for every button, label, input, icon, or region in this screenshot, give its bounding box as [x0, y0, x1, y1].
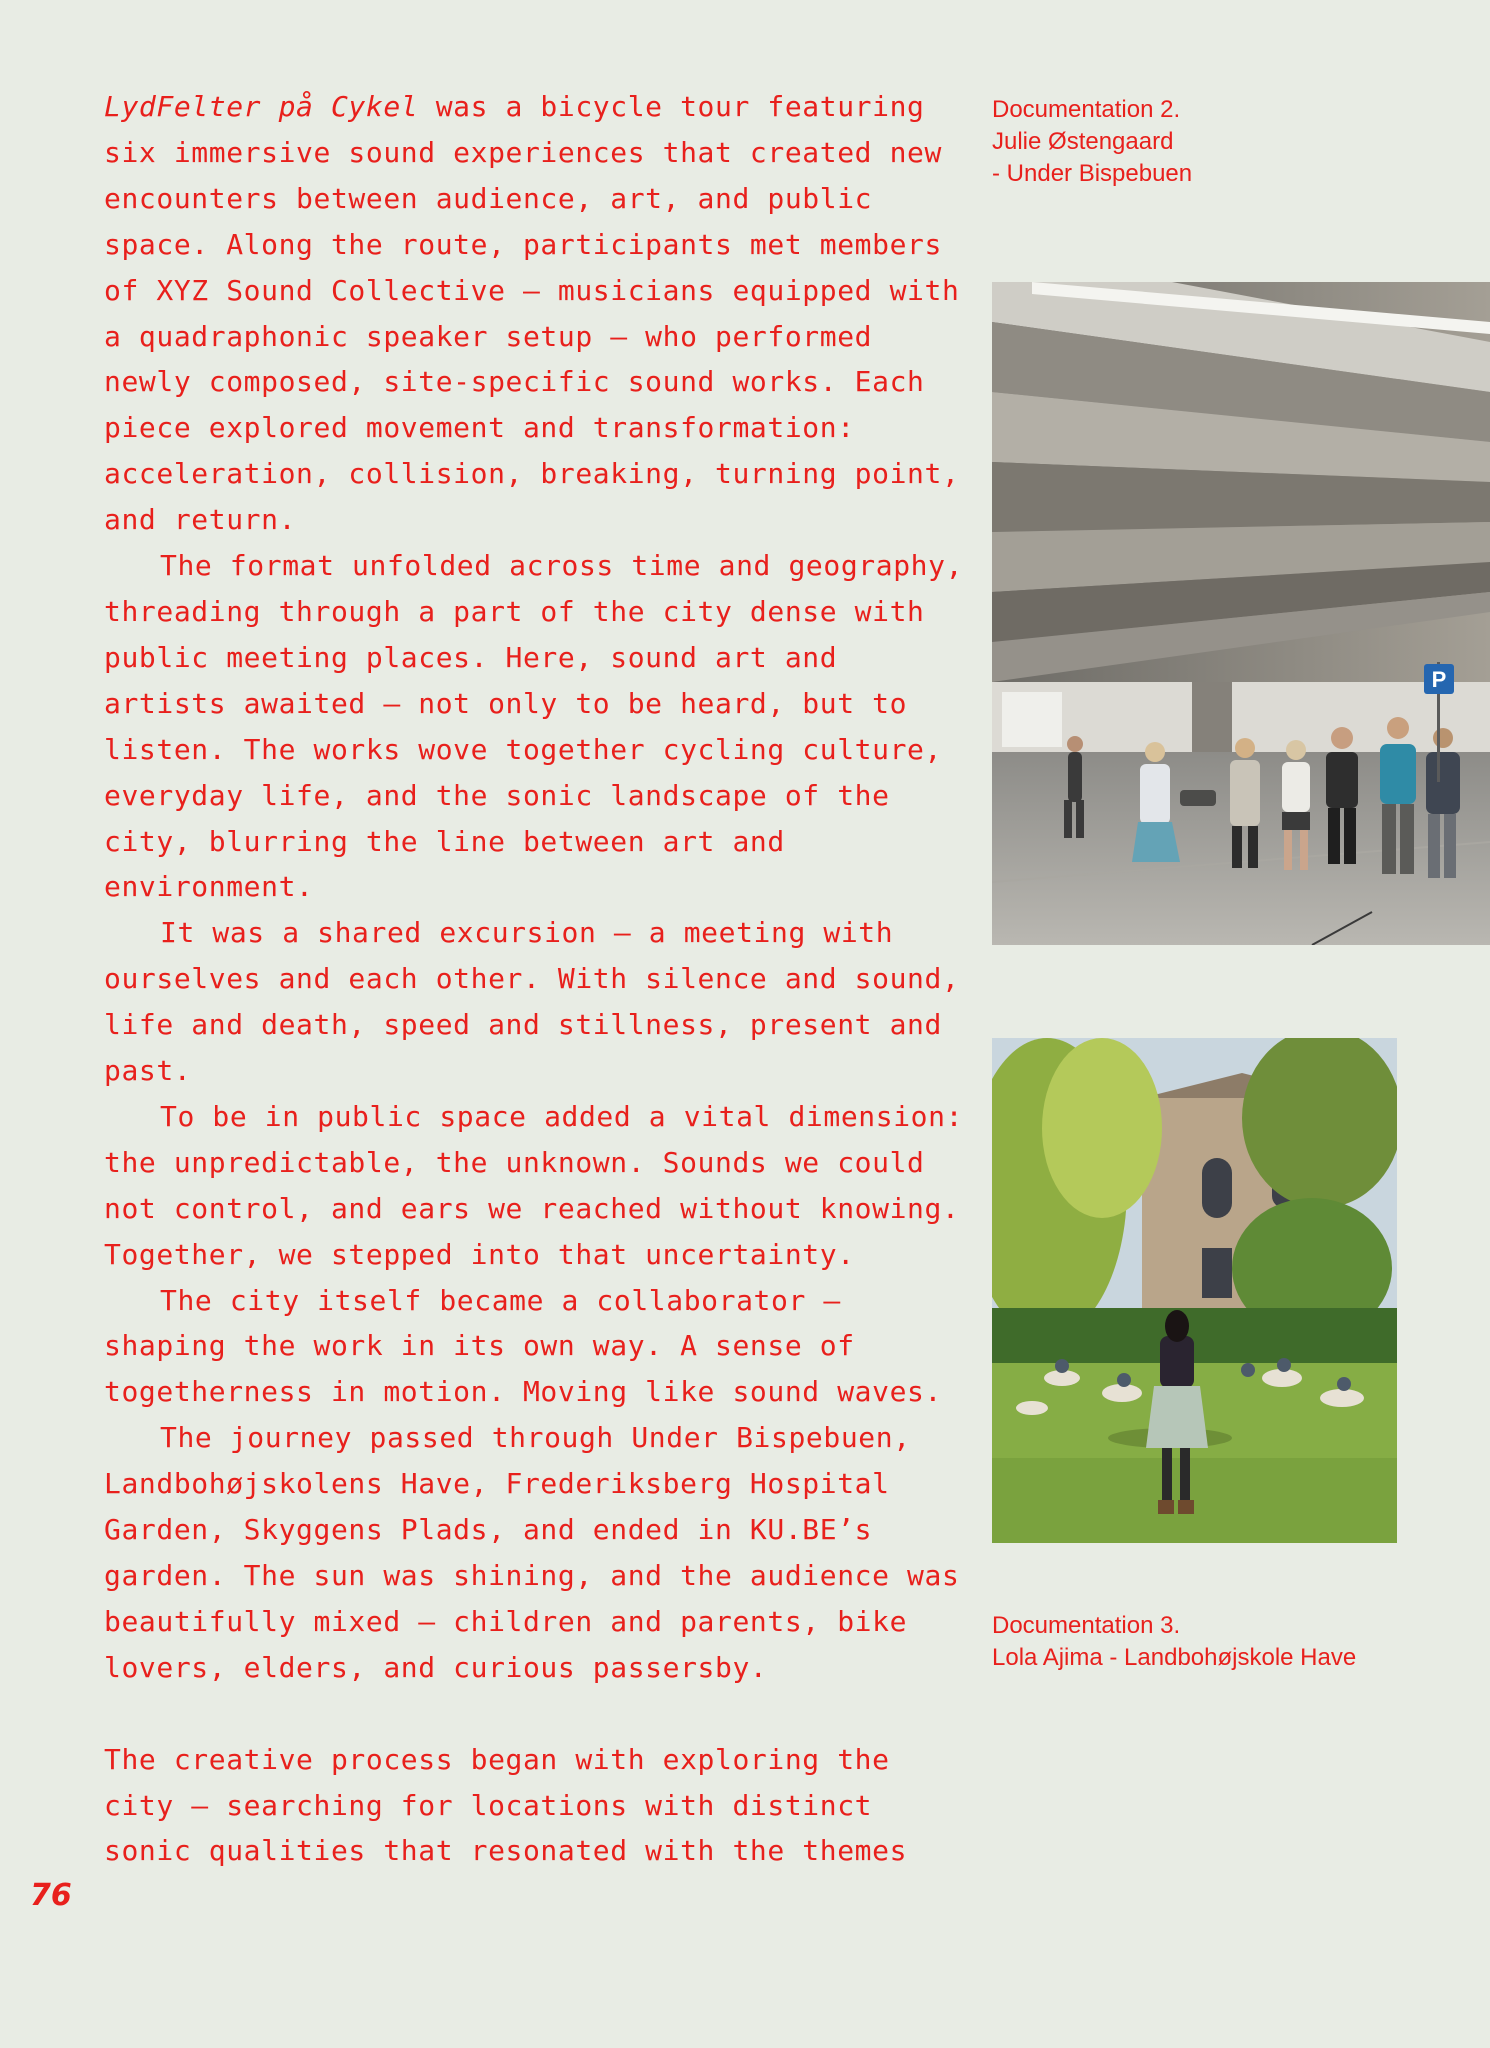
- caption-3-title: Documentation 3.: [992, 1612, 1181, 1639]
- body-text: [104, 84, 964, 1874]
- parking-sign-text: P: [1431, 667, 1447, 692]
- paragraph-3: It was a shared excursion — a meeting with ourselves and each other. With silence and sound, life and death, speed and stillness, present and past.: [104, 916, 960, 1088]
- paragraph-4: To be in public space added a vital dimension: the unpredictable, the unknown. Sounds we could not control, and ears we reached without knowing. Together, we stepped into that uncertainty.: [104, 1099, 964, 1271]
- caption-3-author-location: Lola Ajima - Landbohøjskole Have: [992, 1644, 1357, 1671]
- paragraph-2: The format unfolded across time and geography, threading through a part of the city dense with public meeting places. Here, sound art and artists awaited — not only to be heard, but to listen. The works wove together cycling culture, everyday life, and the sonic landscape of the city, blurring the line between art and environment.: [104, 549, 964, 904]
- photo-landbohojskole-have-image: [992, 1038, 1397, 1543]
- caption-2-author: Julie Østengaard: [992, 128, 1174, 155]
- caption-documentation-3: [992, 1610, 1432, 1674]
- paragraph-6: The journey passed through Under Bispebuen, Landbohøjskolens Have, Frederiksberg Hospital Garden, Skyggens Plads, and ended in KU.BE’s garden. The sun was shining, and the audience was beautifully mixed — children and parents, bike lovers, elders, and curious passersby.: [104, 1421, 960, 1684]
- paragraph-1-text: was a bicycle tour featuring six immersive sound experiences that created new encounters between audience, art, and public space. Along the route, participants met members of XYZ Sound Collective — musicians equipped with a quadraphonic speaker setup — who performed newly composed, site-specific sound works. Each piece explored movement and transformation: acceleration, collision, breaking, turning point, and return.: [104, 90, 960, 537]
- paragraph-1: [104, 84, 964, 543]
- photo-landbohojskole-have: [992, 1038, 1397, 1543]
- paragraph-5: The city itself became a collaborator — shaping the work in its own way. A sense of togetherness in motion. Moving like sound waves.: [104, 1283, 942, 1409]
- paragraph-7: The creative process began with exploring the city — searching for locations with distinct sonic qualities that resonated with the themes: [104, 1742, 908, 1868]
- caption-documentation-2: [992, 94, 1432, 190]
- caption-2-location: - Under Bispebuen: [992, 160, 1193, 187]
- title-lydfelter: LydFelter på Cykel: [104, 90, 419, 123]
- caption-2-title: Documentation 2.: [992, 96, 1181, 123]
- photo-under-bispebuen: [992, 282, 1490, 945]
- photo-under-bispebuen-image: [992, 282, 1490, 945]
- page-number: 76: [30, 1878, 72, 1913]
